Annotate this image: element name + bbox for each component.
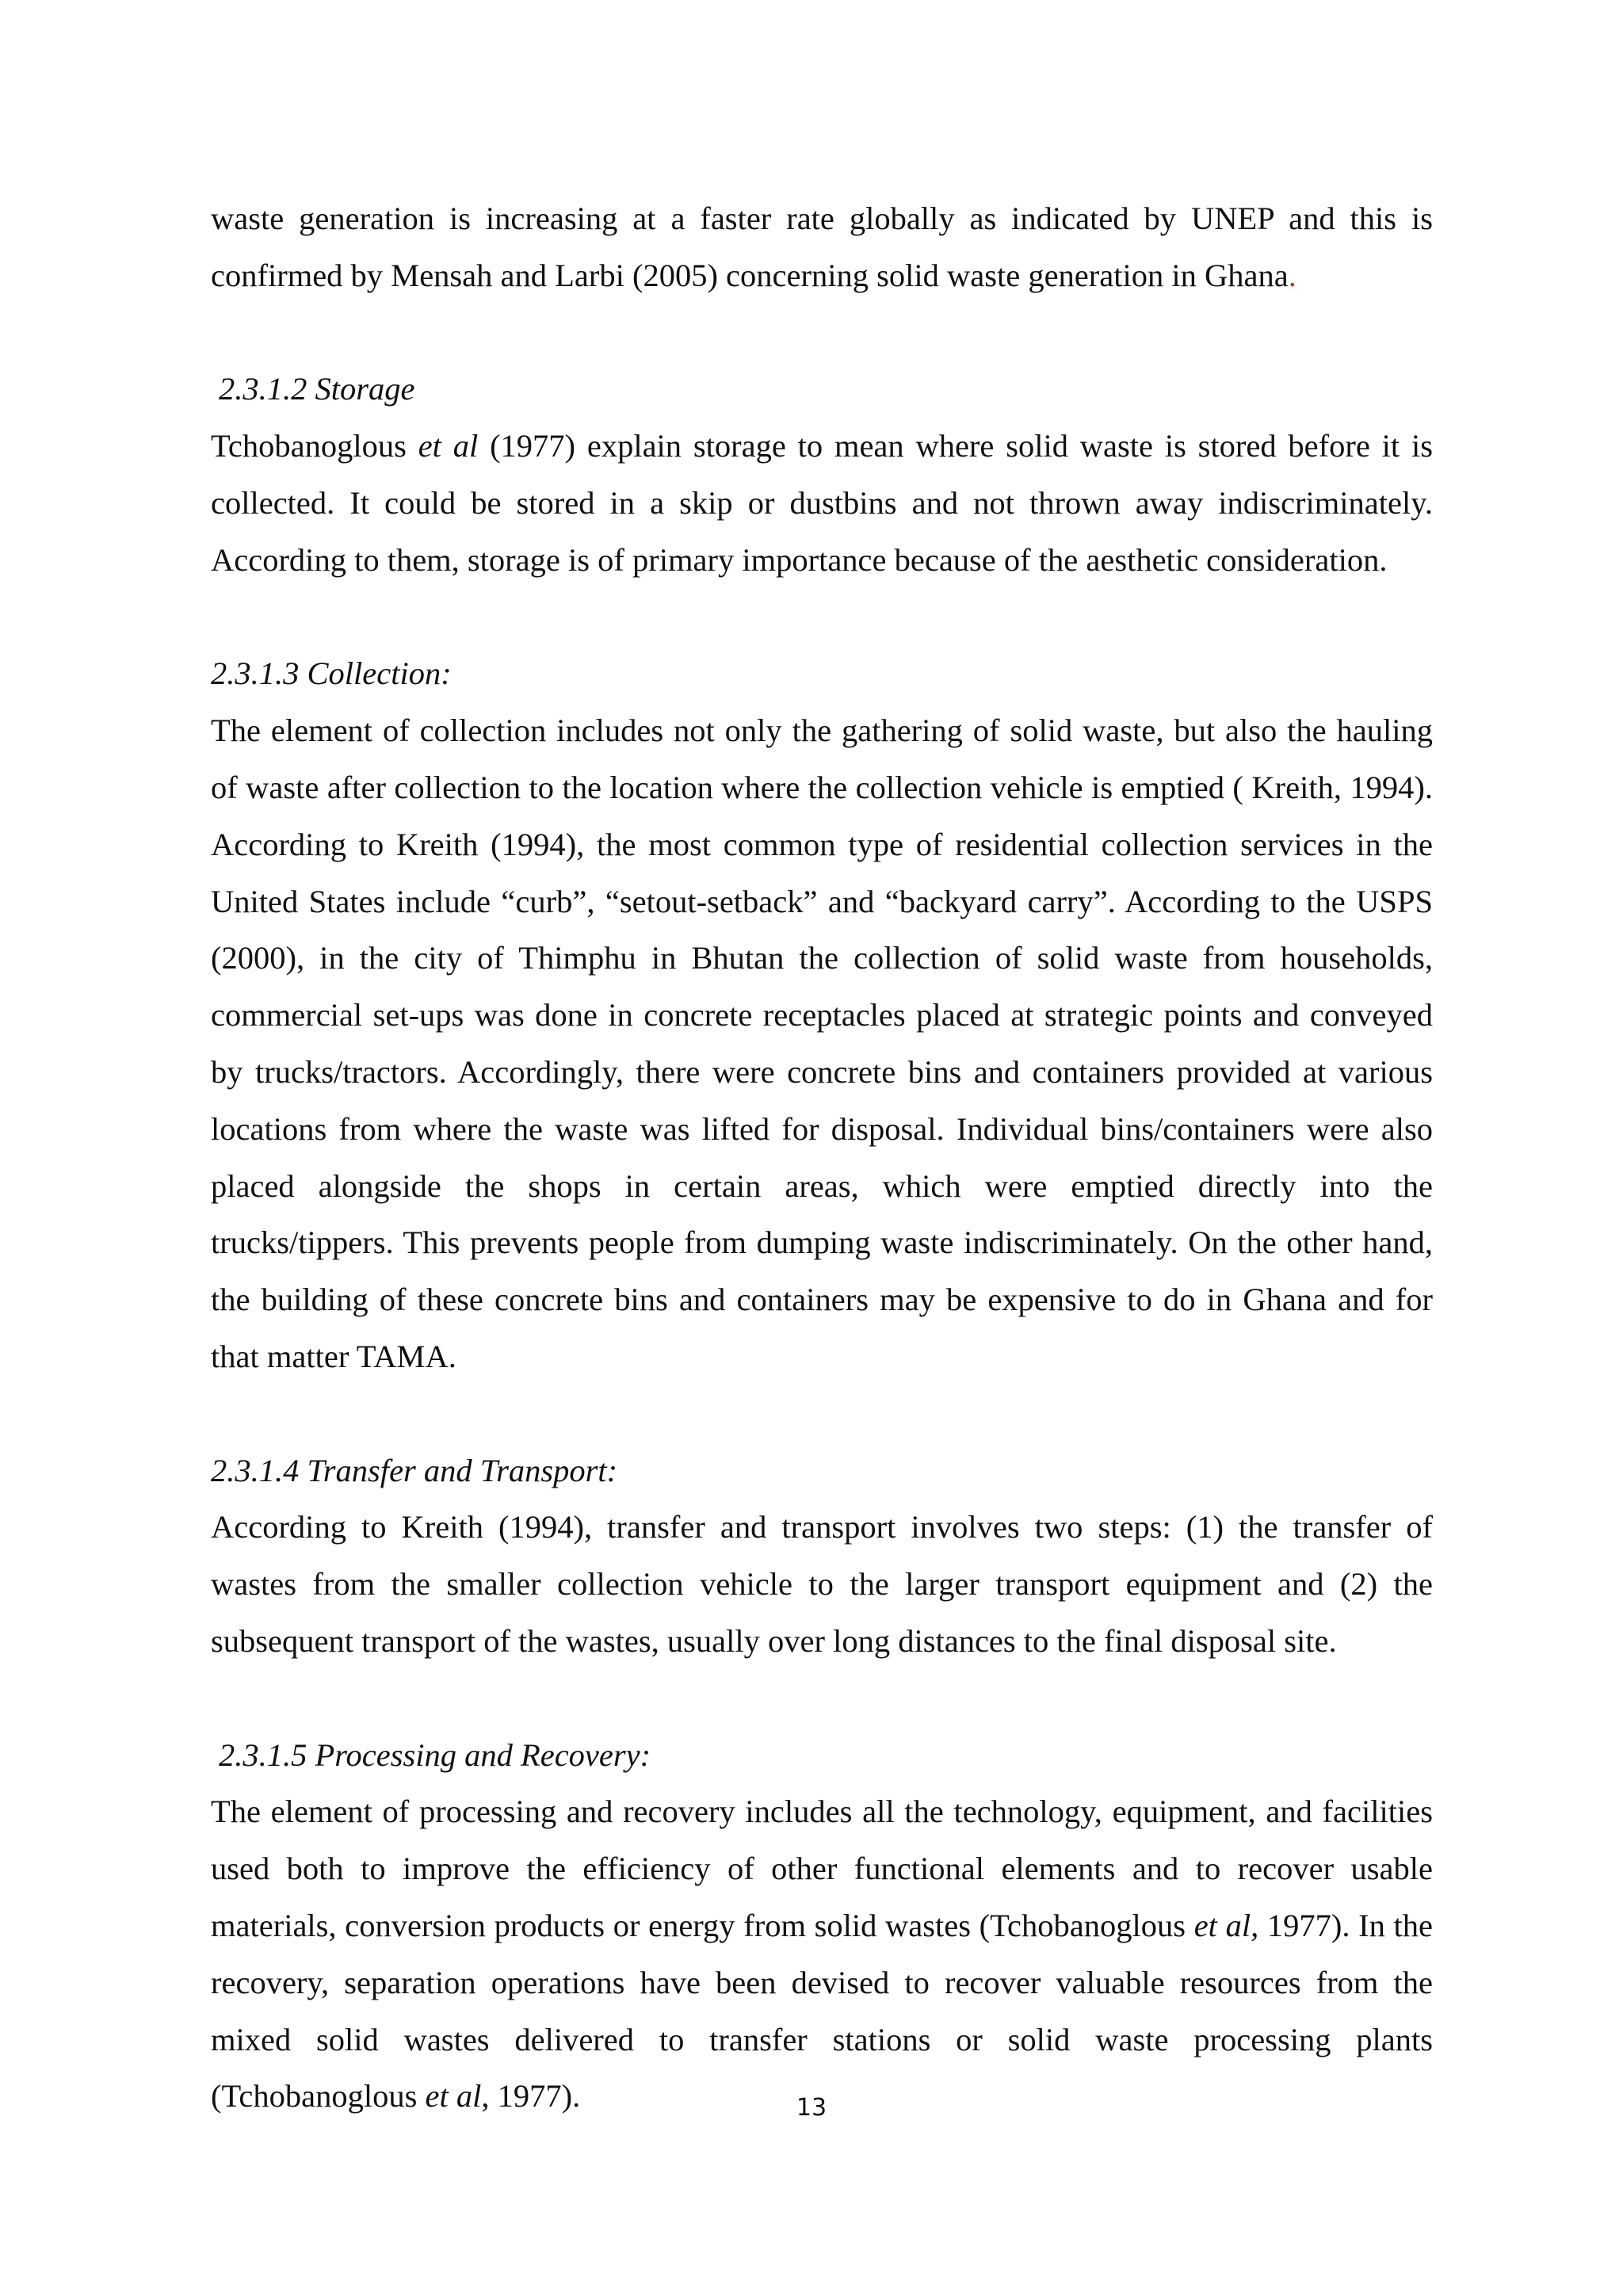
storage-rest: (1977) explain storage to mean where solid waste is stored before it is collected. It could be stored in a skip or dustbins and not thrown away indiscriminately. According to them, storage is of primary importance because of the aesthetic consideration. (211, 428, 1433, 578)
transfer-heading: 2.3.1.4 Transfer and Transport: (211, 1452, 618, 1488)
intro-end-mark: . (1288, 257, 1296, 293)
processing-body-2: 1977). In the recovery, separation operations have been devised to recover valuable resources from the mixed solid wastes delivered to transfer stations or solid waste processing plants (Tchobanoglous (211, 1907, 1434, 2115)
spacer (211, 304, 1433, 361)
processing-paragraph (211, 1783, 1433, 2125)
storage-etal: et al (418, 428, 479, 464)
storage-paragraph (211, 418, 1433, 588)
collection-heading: 2.3.1.3 Collection: (211, 655, 452, 692)
spacer (211, 1385, 1433, 1442)
spacer (211, 589, 1433, 646)
processing-heading: 2.3.1.5 Processing and Recovery: (219, 1736, 651, 1773)
intro-paragraph (211, 190, 1433, 304)
collection-paragraph: The element of collection includes not only the gathering of solid waste, but also the hauling of waste after collection to the location where the collection vehicle is emptied ( Kreith, 1994). According to Kreith (1994), the most common type of residential collection services in the United States include “curb”, “setout-setback” and “backyard carry”. According to the USPS (2000), in the city of Thimphu in Bhutan the collection of solid waste from households, commercial set-ups was done in concrete receptacles placed at strategic points and conveyed by trucks/tractors. Accordingly, there were concrete bins and containers provided at various locations from where the waste was lifted for disposal. Individual bins/containers were also placed alongside the shops in certain areas, which were emptied directly into the trucks/tippers. This prevents people from dumping waste indiscriminately. On the other hand, the building of these concrete bins and containers may be expensive to do in Ghana and for that matter TAMA. (211, 712, 1433, 1374)
processing-body-1: The element of processing and recovery includes all the technology, equipment, and facilities used both to improve the efficiency of other functional elements and to recover usable materials, conversion products or energy from solid wastes (Tchobanoglous (211, 1794, 1433, 1943)
page-content (211, 190, 1433, 2125)
processing-etal-2: et al (425, 2078, 482, 2115)
storage-author: Tchobanoglous (211, 428, 418, 464)
storage-heading: 2.3.1.2 Storage (219, 371, 415, 407)
spacer (211, 1670, 1433, 1727)
page-number: 13 (796, 2094, 827, 2122)
transfer-paragraph: According to Kreith (1994), transfer and transport involves two steps: (1) the transfer of wastes from the smaller collection vehicle to the larger transport equipment and (2) the subsequent transport of the wastes, usually over long distances to the final disposal site. (211, 1509, 1433, 1659)
processing-etal-1: et al, (1193, 1907, 1259, 1943)
processing-body-3: , 1977). (481, 2078, 581, 2115)
intro-text: waste generation is increasing at a faster rate globally as indicated by UNEP and this is confirmed by Mensah and Larbi (2005) concerning solid waste generation in Ghana (211, 201, 1433, 293)
